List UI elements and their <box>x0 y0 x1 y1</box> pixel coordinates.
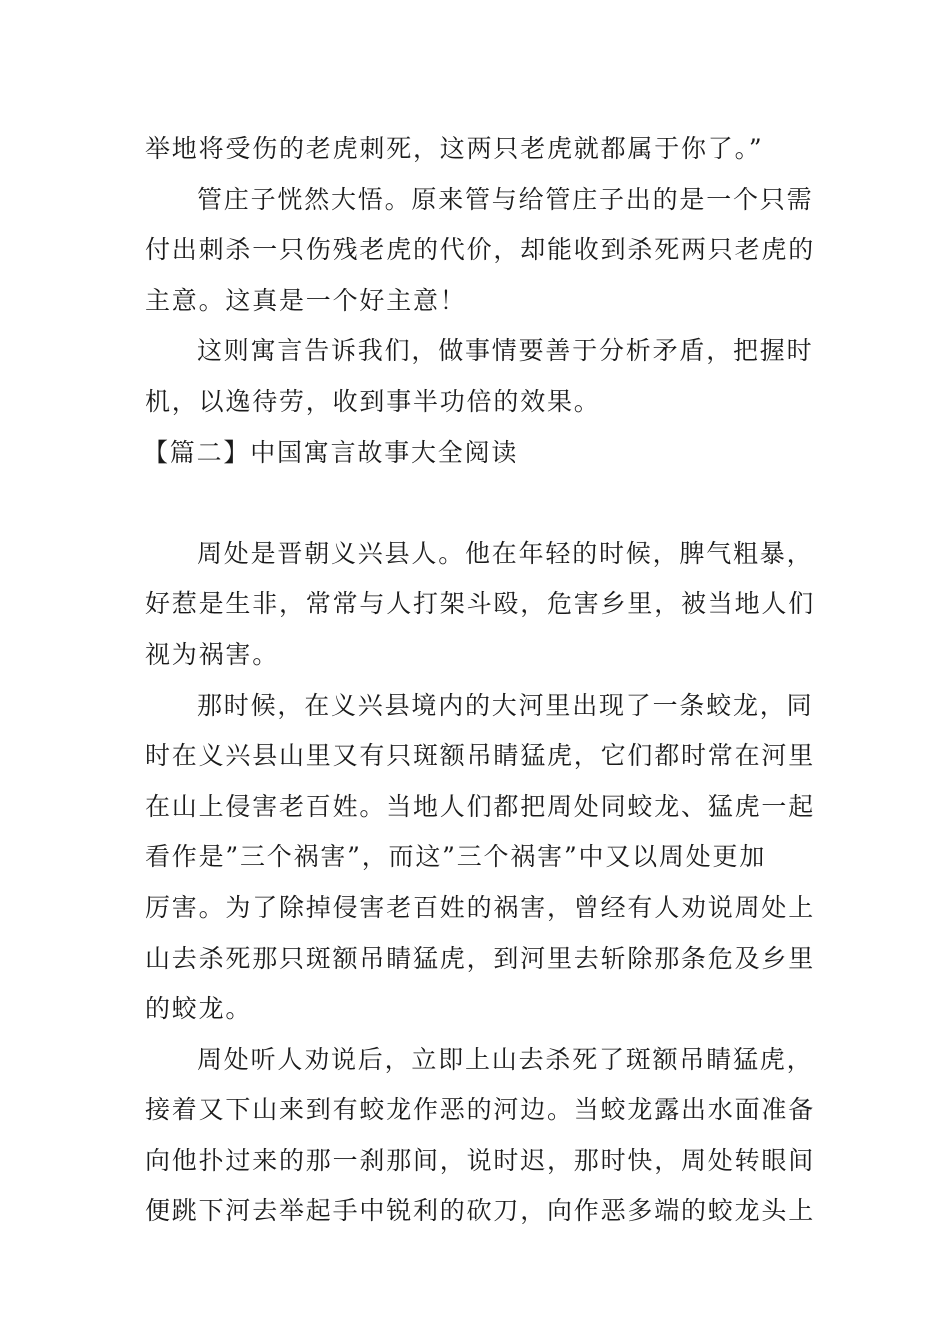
text-line: 接着又下山来到有蛟龙作恶的河边。当蛟龙露出水面准备 <box>145 1095 816 1125</box>
paragraph-zhouchu-intro <box>145 529 816 681</box>
text-line: 机，以逸待劳，收到事半功倍的效果。 <box>145 386 601 416</box>
text-line: 时在义兴县山里又有只斑额吊睛猛虎，它们都时常在河里 <box>145 741 816 771</box>
section-heading: 【篇二】中国寓言故事大全阅读 <box>143 437 519 467</box>
blank-line <box>145 478 809 529</box>
text-line: 厉害。为了除掉侵害老百姓的祸害，曾经有人劝说周处上 <box>145 892 816 922</box>
text-line: 这则寓言告诉我们，做事情要善于分析矛盾，把握时 <box>197 336 814 366</box>
text-line: 主意。这真是一个好主意！ <box>145 285 467 315</box>
text-line: 那时候，在义兴县境内的大河里出现了一条蛟龙，同 <box>197 690 814 720</box>
text-line: 付出刺杀一只伤残老虎的代价，却能收到杀死两只老虎的 <box>145 235 816 265</box>
text-line: 看作是”三个祸害”，而这”三个祸害”中又以周处更加 <box>145 842 767 872</box>
text-line: 举地将受伤的老虎刺死，这两只老虎就都属于你了。” <box>145 134 764 163</box>
text-line: 向他扑过来的那一刹那间，说时迟，那时快，周处转眼间 <box>145 1145 816 1175</box>
text-line: 管庄子恍然大悟。原来管与给管庄子出的是一个只需 <box>197 184 814 214</box>
text-line: 周处听人劝说后，立即上山去杀死了斑额吊睛猛虎， <box>197 1044 814 1074</box>
text-line: 在山上侵害老百姓。当地人们都把周处同蛟龙、猛虎一起 <box>145 791 816 821</box>
text-line: 山去杀死那只斑额吊睛猛虎，到河里去斩除那条危及乡里 <box>145 943 816 973</box>
paragraph-intro-tail <box>145 124 809 175</box>
paragraph-moral <box>145 326 814 427</box>
text-line: 好惹是生非，常常与人打架斗殴，危害乡里，被当地人们 <box>145 589 816 619</box>
text-line: 视为祸害。 <box>145 639 280 669</box>
text-line: 便跳下河去举起手中锐利的砍刀，向作恶多端的蛟龙头上 <box>145 1196 816 1226</box>
document-body <box>143 124 816 1237</box>
paragraph-action <box>145 1035 816 1237</box>
text-line: 的蛟龙。 <box>145 994 253 1024</box>
text-line: 周处是晋朝义兴县人。他在年轻的时候，脾气粗暴， <box>197 538 814 568</box>
paragraph-insight <box>145 175 816 327</box>
paragraph-three-harms <box>145 681 816 1035</box>
